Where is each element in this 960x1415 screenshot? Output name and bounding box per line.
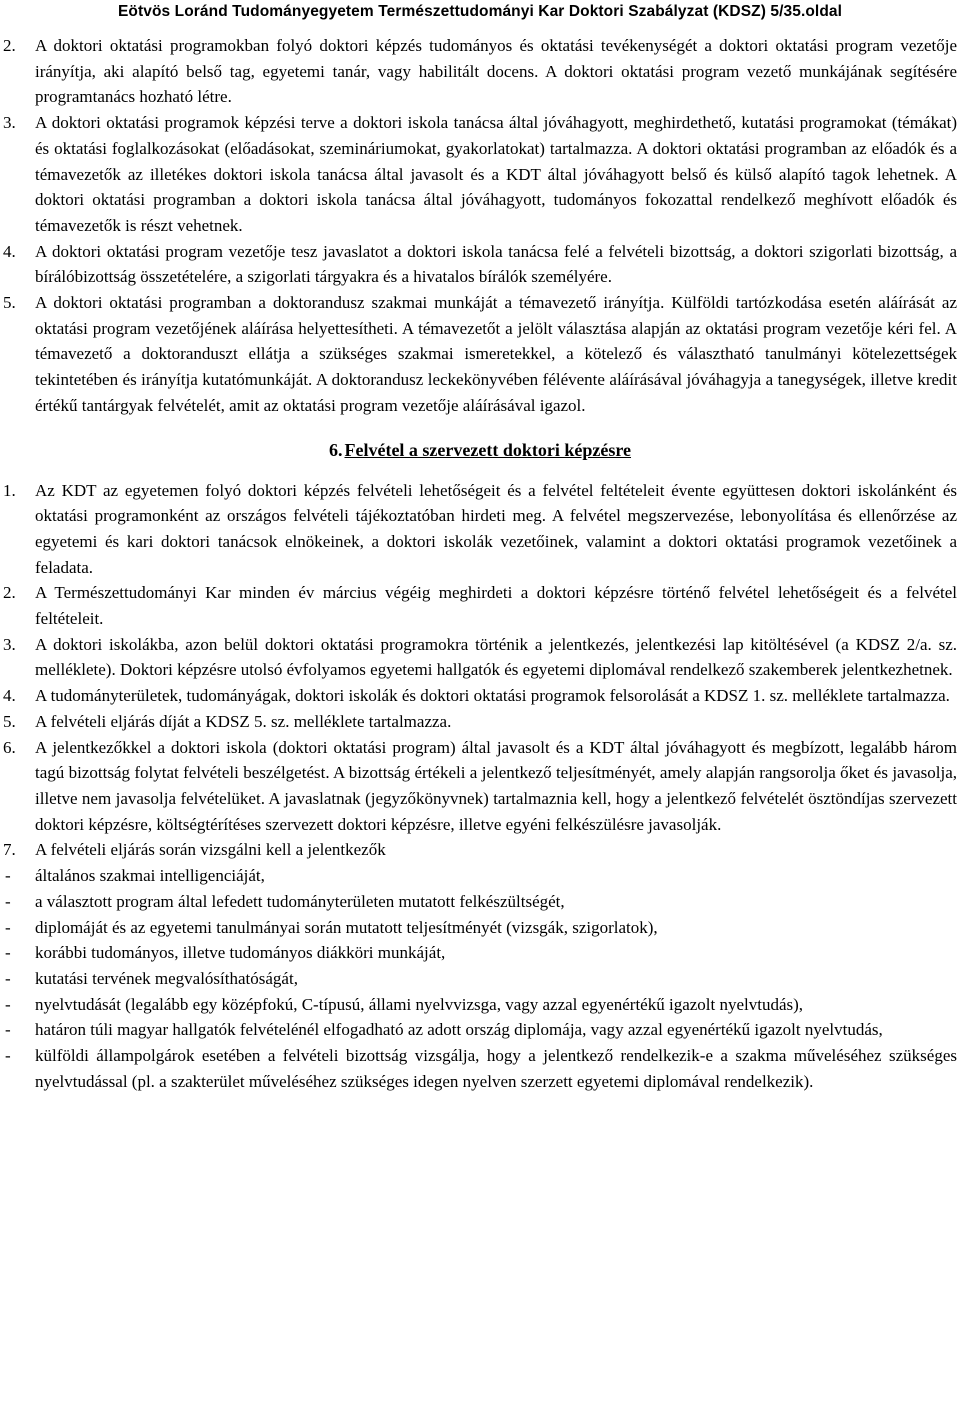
item-number: 4. xyxy=(3,241,16,261)
criteria-text: diplomáját és az egyetemi tanulmányai során mutatott teljesítményét (vizsgák, szigorlatok), xyxy=(35,917,658,937)
criteria-item xyxy=(3,889,957,915)
list-item xyxy=(3,683,957,709)
dash-bullet: - xyxy=(5,1020,11,1040)
section-heading xyxy=(3,437,957,463)
item-text: A jelentkezőkkel a doktori iskola (doktori oktatási program) által javasolt és a KDT által jóváhagyott és megbízott, legalább három tagú bizottság folytat felvételi beszélgetést. A bizottság értékeli a jelentkező teljesítményét, amely alapján rangsorolja őket és javasolja, illetve nem javasolja felvételüket. A javaslatnak (jegyzőkönyvnek) tartalmaznia kell, hogy a jelentkező felvételét ösztöndíjas szervezett doktori képzésre, költségtérítéses szervezett doktori képzésre, illetve egyéni felkészülésre javasolják. xyxy=(35,737,957,834)
criteria-item xyxy=(3,940,957,966)
criteria-text: a választott program által lefedett tudományterületen mutatott felkészültségét, xyxy=(35,891,565,911)
item-text: Az KDT az egyetemen folyó doktori képzés felvételi lehetőségeit és a felvétel feltételeit évente együttesen doktori iskolánként és oktatási programonként az országos felvételi tájékoztatóban hirdeti meg. A felvétel megszervezése, lebonyolítása és ellenőrzése az egyetemi és kari doktori tanácsok elnökeinek, a doktori iskolák vezetőinek, valamint a doktori oktatási programok vezetőinek a feladata. xyxy=(35,480,957,577)
criteria-item xyxy=(3,1043,957,1094)
item-number: 5. xyxy=(3,293,16,313)
list-item xyxy=(3,837,957,863)
item-number: 6. xyxy=(3,737,16,757)
list-item xyxy=(3,33,957,110)
dash-bullet: - xyxy=(5,1046,11,1066)
criteria-item xyxy=(3,863,957,889)
item-text: A tudományterületek, tudományágak, doktori iskolák és doktori oktatási programok felsorolását a KDSZ 1. sz. melléklete tartalmazza. xyxy=(35,686,950,706)
criteria-text: kutatási tervének megvalósíthatóságát, xyxy=(35,968,298,988)
criteria-item xyxy=(3,966,957,992)
list-item xyxy=(3,709,957,735)
criteria-item xyxy=(3,992,957,1018)
dash-bullet: - xyxy=(5,943,11,963)
item-number: 5. xyxy=(3,711,16,731)
list-item xyxy=(3,580,957,631)
criteria-text: nyelvtudását (legalább egy középfokú, C-típusú, állami nyelvvizsga, vagy azzal egyenértékű igazolt nyelvtudás), xyxy=(35,994,804,1014)
item-text: A doktori oktatási programokban folyó doktori képzés tudományos és oktatási tevékenységét a doktori oktatási program vezetője irányítja, aki alapító belső tag, egyetemi tanár, vagy habilitált docens. A doktori oktatási program vezető munkájának segítésére programtanács hozható létre. xyxy=(35,36,957,107)
item-text: A doktori iskolákba, azon belül doktori oktatási programokra történik a jelentkezés, jelentkezési lap kitöltésével (a KDSZ 2/a. sz. melléklete). Doktori képzésre utolsó évfolyamos egyetemi hallgatók és egyetemi diplomával rendelkező szakemberek jelentkezhetnek. xyxy=(35,634,957,680)
item-number: 3. xyxy=(3,634,16,654)
item-number: 2. xyxy=(3,36,16,55)
list-item xyxy=(3,290,957,419)
item-number: 4. xyxy=(3,686,16,706)
item-text: A doktori oktatási programban a doktorandusz szakmai munkáját a témavezető irányítja. Külföldi tartózkodása esetén aláírását az oktatási program vezetőjének aláírása helyettesítheti. A témavezetőt a jelölt választása alapján az oktatási program vezetője kéri fel. A témavezető a doktoranduszt ellátja a szükséges szakmai ismeretekkel, a kötelező és választható tanulmányi kötelezettségek tekintetében és irányítja kutatómunkáját. A doktorandusz leckekönyvében félévente aláírásával jóváhagyja a tanegységek, illetve kredit értékű tantárgyak felvételét, amit az oktatási program vezetője aláírásával igazol. xyxy=(35,293,957,415)
dash-bullet: - xyxy=(5,917,11,937)
item-number: 2. xyxy=(3,583,16,603)
criteria-text: általános szakmai intelligenciáját, xyxy=(35,866,265,886)
criteria-text: külföldi állampolgárok esetében a felvételi bizottság vizsgálja, hogy a jelentkező rendelkezik-e a szakma műveléséhez szükséges nyelvtudással (pl. a szakterület műveléséhez szükséges idegen nyelven szerzett egyetemi diplomával rendelkezik). xyxy=(35,1046,957,1091)
list-item xyxy=(3,632,957,683)
criteria-item xyxy=(3,915,957,941)
item-number: 1. xyxy=(3,480,16,500)
item-text: A felvételi eljárás díját a KDSZ 5. sz. melléklete tartalmazza. xyxy=(35,711,452,731)
page-header: Eötvös Loránd Tudományegyetem Természettudományi Kar Doktori Szabályzat (KDSZ) 5/35.oldal xyxy=(117,3,843,20)
section-number: 6. xyxy=(328,439,343,460)
list-item xyxy=(3,239,957,290)
list-item xyxy=(3,735,957,838)
section-title: Felvétel a szervezett doktori képzésre xyxy=(344,439,632,460)
item-text: A doktori oktatási program vezetője tesz javaslatot a doktori iskola tanácsa felé a felvételi bizottság, a doktori szigorlati bizottság, a bírálóbizottság összetételére, a szigorlati tárgyakra és a hivatalos bírálók személyére. xyxy=(35,241,957,287)
criteria-text: határon túli magyar hallgatók felvételénél elfogadható az adott ország diplomája, vagy azzal egyenértékű igazolt nyelvtudás, xyxy=(35,1020,883,1040)
list-item xyxy=(3,110,957,239)
item-number: 3. xyxy=(3,113,16,133)
list-item xyxy=(3,478,957,581)
item-number: 7. xyxy=(3,840,16,860)
dash-bullet: - xyxy=(5,866,11,886)
dash-bullet: - xyxy=(5,994,11,1014)
criteria-item xyxy=(3,1017,957,1043)
item-text: A Természettudományi Kar minden év március végéig meghirdeti a doktori képzésre történő felvétel lehetőségeit és a felvétel feltételeit. xyxy=(35,583,957,629)
criteria-text: korábbi tudományos, illetve tudományos diákköri munkáját, xyxy=(35,943,446,963)
item-text: A doktori oktatási programok képzési terve a doktori iskola tanácsa által jóváhagyott, meghirdethető, kutatási programokat (témákat) és oktatási foglalkozásokat (előadásokat, szemináriumokat, gyakorlatokat) tartalmazza. A doktori oktatási programban az előadók és a témavezetők az illetékes doktori iskola tanácsa által javasolt és a KDT által jóváhagyott belső és külső alapító tagok lehetnek. A doktori oktatási programban a doktori iskola tanácsa által jóváhagyott, tudományos fokozattal rendelkező meghívott előadók és témavezetők is részt vehetnek. xyxy=(35,113,957,235)
dash-bullet: - xyxy=(5,891,11,911)
dash-bullet: - xyxy=(5,968,11,988)
document-body xyxy=(3,33,957,1094)
item-text: A felvételi eljárás során vizsgálni kell a jelentkezők xyxy=(35,840,386,860)
